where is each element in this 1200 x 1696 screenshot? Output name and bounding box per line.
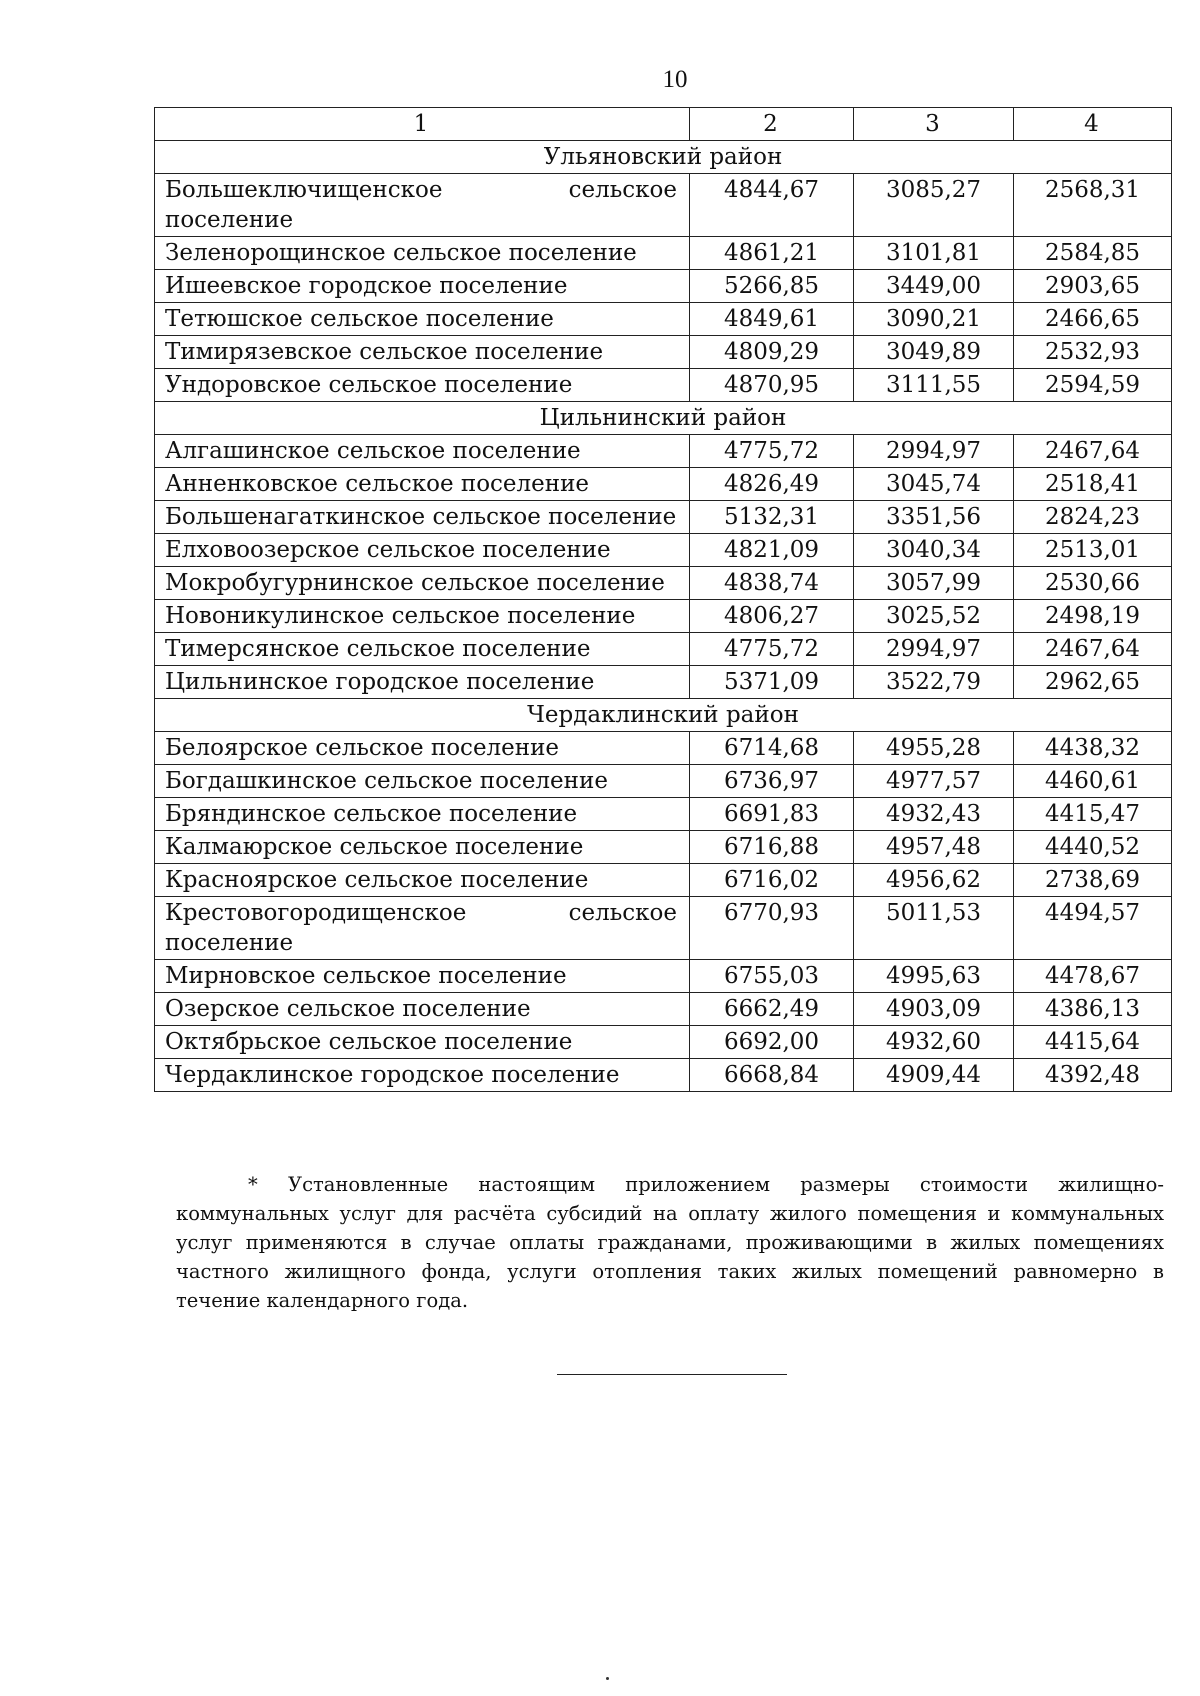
value-col-3: 3085,27 xyxy=(854,174,1014,237)
settlement-name: Крестовогородищенское сельское поселение xyxy=(155,897,690,960)
value-col-4: 4415,64 xyxy=(1014,1026,1172,1059)
value-col-2: 4806,27 xyxy=(690,600,854,633)
value-col-3: 4903,09 xyxy=(854,993,1014,1026)
table-row xyxy=(155,666,1172,699)
settlement-name: Тетюшское сельское поселение xyxy=(155,303,690,336)
value-col-3: 3111,55 xyxy=(854,369,1014,402)
value-col-3: 4955,28 xyxy=(854,732,1014,765)
value-col-2: 4809,29 xyxy=(690,336,854,369)
value-col-3: 4977,57 xyxy=(854,765,1014,798)
settlement-name: Мирновское сельское поселение xyxy=(155,960,690,993)
value-col-2: 4775,72 xyxy=(690,633,854,666)
settlement-name: Красноярское сельское поселение xyxy=(155,864,690,897)
table-row xyxy=(155,303,1172,336)
district-row xyxy=(155,402,1172,435)
value-col-2: 5266,85 xyxy=(690,270,854,303)
value-col-3: 3090,21 xyxy=(854,303,1014,336)
table-row xyxy=(155,369,1172,402)
settlement-name: Алгашинское сельское поселение xyxy=(155,435,690,468)
value-col-4: 2467,64 xyxy=(1014,435,1172,468)
settlement-name: Елховоозерское сельское поселение xyxy=(155,534,690,567)
table-row xyxy=(155,336,1172,369)
value-col-4: 2584,85 xyxy=(1014,237,1172,270)
value-col-4: 2467,64 xyxy=(1014,633,1172,666)
table-row xyxy=(155,798,1172,831)
table-row xyxy=(155,501,1172,534)
value-col-2: 4870,95 xyxy=(690,369,854,402)
value-col-4: 2498,19 xyxy=(1014,600,1172,633)
column-header-1: 1 xyxy=(155,108,690,141)
settlement-name: Бряндинское сельское поселение xyxy=(155,798,690,831)
table-row xyxy=(155,831,1172,864)
value-col-3: 4957,48 xyxy=(854,831,1014,864)
column-header-4: 4 xyxy=(1014,108,1172,141)
value-col-2: 6716,88 xyxy=(690,831,854,864)
settlement-name: Мокробугурнинское сельское поселение xyxy=(155,567,690,600)
table-row xyxy=(155,435,1172,468)
settlement-name: Чердаклинское городское поселение xyxy=(155,1059,690,1092)
table-header-row xyxy=(155,108,1172,141)
value-col-4: 4440,52 xyxy=(1014,831,1172,864)
district-row xyxy=(155,699,1172,732)
value-col-4: 2513,01 xyxy=(1014,534,1172,567)
page-number: 10 xyxy=(662,66,688,93)
table-row xyxy=(155,567,1172,600)
value-col-3: 3351,56 xyxy=(854,501,1014,534)
table-row xyxy=(155,897,1172,960)
value-col-2: 4844,67 xyxy=(690,174,854,237)
value-col-2: 6668,84 xyxy=(690,1059,854,1092)
value-col-3: 3522,79 xyxy=(854,666,1014,699)
settlement-name: Тимирязевское сельское поселение xyxy=(155,336,690,369)
value-col-4: 4415,47 xyxy=(1014,798,1172,831)
table-row xyxy=(155,633,1172,666)
table-row xyxy=(155,960,1172,993)
value-col-2: 6692,00 xyxy=(690,1026,854,1059)
value-col-4: 4386,13 xyxy=(1014,993,1172,1026)
settlement-name: Озерское сельское поселение xyxy=(155,993,690,1026)
settlement-name: Большеключищенское сельское поселение xyxy=(155,174,690,237)
settlement-name: Ундоровское сельское поселение xyxy=(155,369,690,402)
footnote: * Установленные настоящим приложением размеры стоимости жилищно-коммунальных услуг для расчёта субсидий на оплату жилого помещения и коммунальных услуг применяются в случае оплаты гражданами, проживающими в жилых помещениях частного жилищного фонда, услуги отопления таких жилых помещений равномерно в течение календарного года. xyxy=(176,1173,1164,1312)
value-col-3: 3045,74 xyxy=(854,468,1014,501)
tariff-table xyxy=(154,107,1172,1092)
value-col-2: 6755,03 xyxy=(690,960,854,993)
value-col-3: 4956,62 xyxy=(854,864,1014,897)
value-col-3: 3101,81 xyxy=(854,237,1014,270)
value-col-3: 4995,63 xyxy=(854,960,1014,993)
settlement-name: Анненковское сельское поселение xyxy=(155,468,690,501)
footnote-end-rule xyxy=(557,1374,787,1375)
district-name: Цильнинский район xyxy=(155,402,1172,435)
table-row xyxy=(155,270,1172,303)
value-col-2: 6714,68 xyxy=(690,732,854,765)
settlement-name: Калмаюрское сельское поселение xyxy=(155,831,690,864)
table-row xyxy=(155,600,1172,633)
value-col-2: 4821,09 xyxy=(690,534,854,567)
table-row xyxy=(155,765,1172,798)
value-col-2: 4826,49 xyxy=(690,468,854,501)
value-col-2: 5132,31 xyxy=(690,501,854,534)
table-row xyxy=(155,993,1172,1026)
settlement-name: Октябрьское сельское поселение xyxy=(155,1026,690,1059)
value-col-4: 2738,69 xyxy=(1014,864,1172,897)
value-col-2: 6662,49 xyxy=(690,993,854,1026)
settlement-name: Ишеевское городское поселение xyxy=(155,270,690,303)
settlement-name: Новоникулинское сельское поселение xyxy=(155,600,690,633)
value-col-4: 2532,93 xyxy=(1014,336,1172,369)
value-col-4: 2530,66 xyxy=(1014,567,1172,600)
settlement-name: Большенагаткинское сельское поселение xyxy=(155,501,690,534)
district-name: Чердаклинский район xyxy=(155,699,1172,732)
value-col-4: 2594,59 xyxy=(1014,369,1172,402)
value-col-2: 5371,09 xyxy=(690,666,854,699)
value-col-4: 4478,67 xyxy=(1014,960,1172,993)
value-col-2: 6770,93 xyxy=(690,897,854,960)
value-col-4: 4494,57 xyxy=(1014,897,1172,960)
table-row xyxy=(155,1059,1172,1092)
settlement-name: Богдашкинское сельское поселение xyxy=(155,765,690,798)
table-body xyxy=(155,108,1172,1092)
value-col-4: 2466,65 xyxy=(1014,303,1172,336)
value-col-3: 2994,97 xyxy=(854,633,1014,666)
table-row xyxy=(155,732,1172,765)
column-header-2: 2 xyxy=(690,108,854,141)
value-col-4: 4438,32 xyxy=(1014,732,1172,765)
value-col-2: 6736,97 xyxy=(690,765,854,798)
table-row xyxy=(155,1026,1172,1059)
value-col-2: 4861,21 xyxy=(690,237,854,270)
value-col-2: 4775,72 xyxy=(690,435,854,468)
value-col-2: 6716,02 xyxy=(690,864,854,897)
value-col-4: 2518,41 xyxy=(1014,468,1172,501)
value-col-3: 3449,00 xyxy=(854,270,1014,303)
value-col-2: 6691,83 xyxy=(690,798,854,831)
value-col-3: 3049,89 xyxy=(854,336,1014,369)
value-col-2: 4838,74 xyxy=(690,567,854,600)
value-col-4: 2962,65 xyxy=(1014,666,1172,699)
value-col-3: 3025,52 xyxy=(854,600,1014,633)
value-col-3: 4932,60 xyxy=(854,1026,1014,1059)
value-col-3: 3057,99 xyxy=(854,567,1014,600)
value-col-3: 4932,43 xyxy=(854,798,1014,831)
table-row xyxy=(155,534,1172,567)
value-col-4: 4460,61 xyxy=(1014,765,1172,798)
value-col-2: 4849,61 xyxy=(690,303,854,336)
settlement-name: Белоярское сельское поселение xyxy=(155,732,690,765)
settlement-name: Цильнинское городское поселение xyxy=(155,666,690,699)
value-col-4: 2568,31 xyxy=(1014,174,1172,237)
settlement-name: Тимерсянское сельское поселение xyxy=(155,633,690,666)
district-name: Ульяновский район xyxy=(155,141,1172,174)
table-row xyxy=(155,468,1172,501)
value-col-4: 2824,23 xyxy=(1014,501,1172,534)
table-row xyxy=(155,864,1172,897)
value-col-4: 4392,48 xyxy=(1014,1059,1172,1092)
district-row xyxy=(155,141,1172,174)
scan-speck xyxy=(606,1677,609,1680)
column-header-3: 3 xyxy=(854,108,1014,141)
table-row xyxy=(155,174,1172,237)
value-col-3: 3040,34 xyxy=(854,534,1014,567)
value-col-4: 2903,65 xyxy=(1014,270,1172,303)
value-col-3: 5011,53 xyxy=(854,897,1014,960)
value-col-3: 2994,97 xyxy=(854,435,1014,468)
settlement-name: Зеленорощинское сельское поселение xyxy=(155,237,690,270)
table-row xyxy=(155,237,1172,270)
value-col-3: 4909,44 xyxy=(854,1059,1014,1092)
